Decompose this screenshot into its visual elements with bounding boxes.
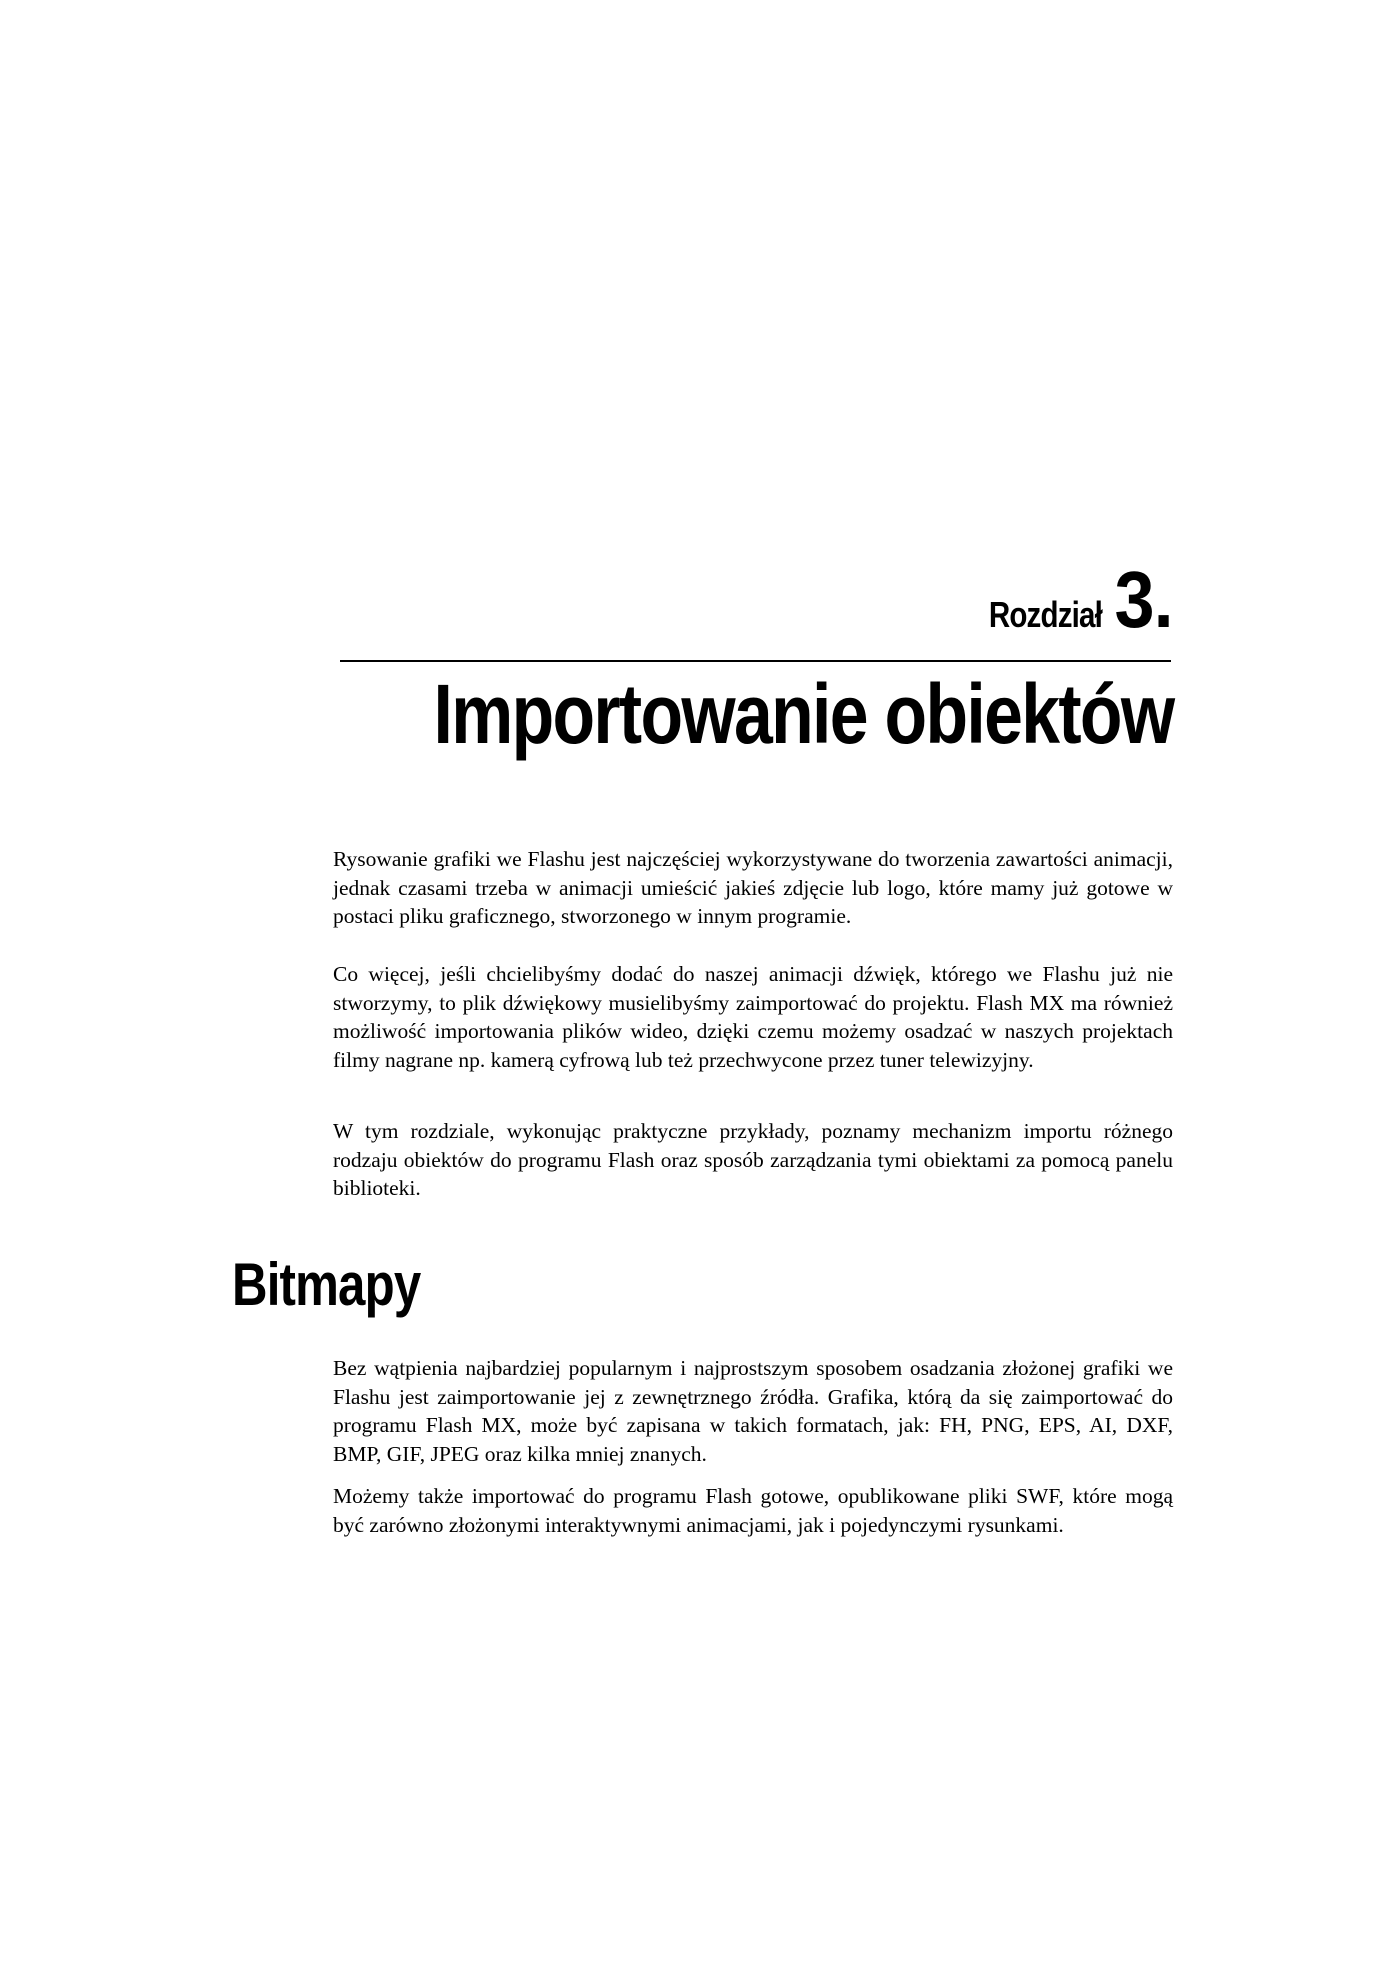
chapter-label — [964, 555, 1173, 644]
intro-paragraph-2: Co więcej, jeśli chcielibyśmy dodać do naszej animacji dźwięk, którego we Flashu już nie stworzymy, to plik dźwiękowy musielibyśmy zaimportować do projektu. Flash MX ma również możliwość importowania plików wideo, dzięki czemu możemy osadzać w naszych projektach filmy nagrane np. kamerą cyfrową lub też przechwycone przez tuner telewizyjny. — [333, 962, 1173, 1072]
intro-paragraph-3: W tym rozdziale, wykonując praktyczne przykłady, poznamy mechanizm importu różnego rodzaju obiektów do programu Flash oraz sposób zarządzania tymi obiektami za pomocą panelu biblioteki. — [333, 1119, 1173, 1200]
section-paragraph-1: Bez wątpienia najbardziej popularnym i najprostszym sposobem osadzania złożonej grafiki we Flashu jest zaimportowanie jej z zewnętrznego źródła. Grafika, którą da się zaimportować do programu Flash MX, może być zapisana w takich formatach, jak: FH, PNG, EPS, AI, DXF, BMP, GIF, JPEG oraz kilka mniej znanych. — [333, 1356, 1173, 1466]
section-heading: Bitmapy — [232, 1251, 421, 1318]
chapter-number: 3. — [1114, 555, 1173, 644]
intro-paragraph-1: Rysowanie grafiki we Flashu jest najczęściej wykorzystywane do tworzenia zawartości animacji, jednak czasami trzeba w animacji umieścić jakieś zdjęcie lub logo, które mamy już gotowe w postaci pliku graficznego, stworzonego w innym programie. — [333, 847, 1173, 928]
chapter-word: Rozdział — [989, 594, 1103, 635]
chapter-title: Importowanie obiektów — [433, 667, 1173, 761]
section-paragraph-2: Możemy także importować do programu Flash gotowe, opublikowane pliki SWF, które mogą być zarówno złożonymi interaktywnymi animacjami, jak i pojedynczymi rysunkami. — [333, 1484, 1173, 1537]
chapter-divider — [340, 660, 1171, 662]
